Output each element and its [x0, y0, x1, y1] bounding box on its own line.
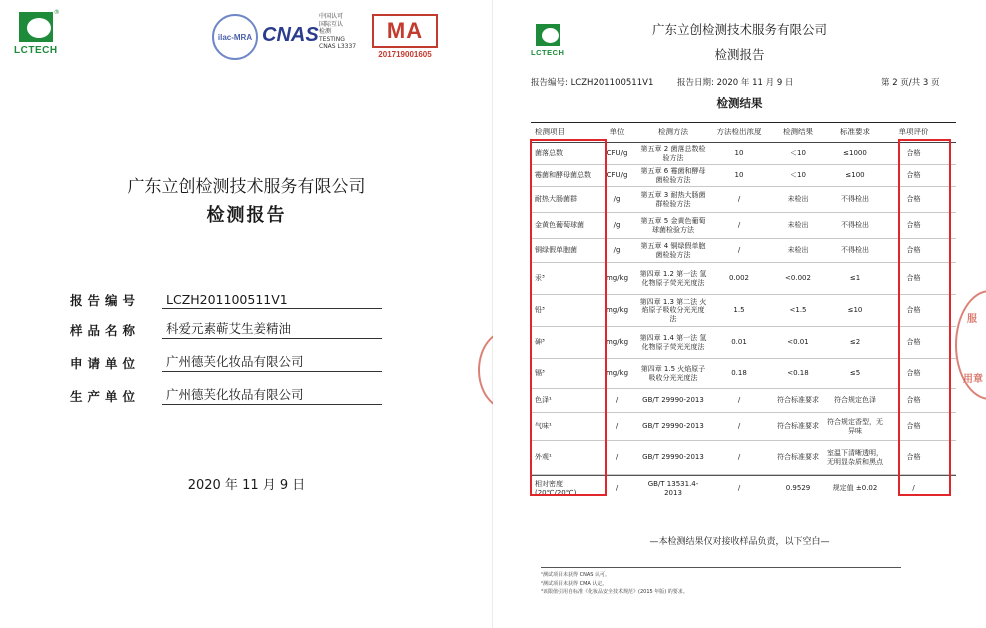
- table-cell: /: [737, 453, 741, 462]
- table-cell: 合格: [906, 149, 921, 158]
- table-cell: 第四章 1.3 第二法 火焰原子吸收分光光度法: [639, 298, 707, 323]
- table-cell: 气味¹: [535, 422, 552, 431]
- cma-logo-label: MA: [386, 18, 424, 43]
- column-header: 单位: [609, 128, 625, 137]
- table-cell: 第五章 2 菌落总数检验方法: [640, 145, 706, 162]
- cma-logo: [372, 14, 438, 48]
- cover-date: 2020 年 11 月 9 日: [187, 478, 306, 493]
- table-cell: 未检出: [787, 195, 809, 204]
- column-header: 检测结果: [783, 128, 813, 137]
- table-cell: 0.18: [731, 369, 747, 378]
- table-cell: ＜10: [790, 171, 806, 180]
- table-cell: 合格: [906, 274, 921, 283]
- cma-number: 201719001605: [378, 50, 432, 59]
- table-cell: 霉菌和酵母菌总数: [535, 171, 591, 180]
- info-value: 广州德芙化妆品有限公司: [162, 385, 382, 405]
- table-cell: 符合规定香型，无异味: [827, 418, 883, 435]
- table-cell: 10: [734, 149, 744, 158]
- table-cell: /: [737, 422, 741, 431]
- table-cell: 镉³: [535, 369, 545, 378]
- cnas-line: TESTING: [319, 35, 345, 43]
- table-cell: 0.002: [728, 274, 750, 283]
- table-cell: ≤5: [849, 369, 861, 378]
- table-cell: 合格: [906, 306, 921, 315]
- table-cell: mg/kg: [605, 369, 629, 378]
- table-cell: GB/T 29990-2013: [642, 453, 704, 462]
- table-cell: ≤1000: [843, 149, 867, 158]
- table-cell: /: [737, 484, 741, 493]
- table-cell: 第四章 1.2 第一法 氢化物原子荧光光度法: [639, 270, 707, 287]
- table-cell: mg/kg: [605, 306, 629, 315]
- table-cell: /: [737, 195, 741, 204]
- lctech-logo-icon: ®: [19, 12, 53, 42]
- table-cell: 第四章 1.5 火焰原子吸收分光光度法: [640, 365, 706, 382]
- table-cell: 合格: [906, 453, 921, 462]
- info-row-report-no: [70, 289, 382, 309]
- table-cell: 不得检出: [841, 221, 869, 230]
- table-cell: 铜绿假单胞菌: [535, 246, 577, 255]
- table-cell: 合格: [906, 246, 921, 255]
- table-cell: /: [737, 246, 741, 255]
- table-cell: 不得检出: [841, 195, 869, 204]
- info-value: 科爱元素蕲艾生姜精油: [162, 319, 382, 339]
- info-row-sample-name: [70, 319, 382, 339]
- table-cell: CFU/g: [606, 171, 628, 180]
- end-of-results-line: —本检测结果仅对接收样品负责，以下空白—: [649, 537, 830, 547]
- highlight-box-test-items: [530, 139, 607, 496]
- column-header: 单项评价: [898, 128, 929, 137]
- table-cell: <0.01: [787, 338, 809, 347]
- table-cell: 相对密度 (20℃/20℃): [535, 480, 577, 497]
- table-cell: 合格: [906, 221, 921, 230]
- page-info: 第 2 页/共 3 页: [881, 78, 940, 88]
- column-header: 检测项目: [535, 128, 565, 137]
- table-cell: ＜10: [790, 149, 806, 158]
- table-cell: 第四章 1.4 第一法 氢化物原子荧光光度法: [639, 334, 707, 351]
- table-cell: 铅³: [535, 306, 545, 315]
- table-cell: 符合标准要求: [777, 453, 819, 462]
- table-cell: 合格: [906, 338, 921, 347]
- table-cell: 汞³: [535, 274, 545, 283]
- lctech-logo-text: LCTECH: [14, 45, 58, 56]
- table-cell: 色泽¹: [535, 396, 552, 405]
- report-title: 检测报告: [714, 47, 765, 62]
- table-cell: <1.5: [789, 306, 807, 315]
- table-cell: 规定值 ±0.02: [832, 484, 878, 493]
- cnas-line: CNAS L3337: [319, 43, 357, 50]
- table-cell: 1.5: [733, 306, 745, 315]
- table-cell: /: [737, 396, 741, 405]
- info-label: 样品名称: [70, 323, 141, 338]
- table-cell: 第五章 3 耐热大肠菌群检验方法: [640, 191, 706, 208]
- footnote: ¹测试项目未获得 CNAS 认可。: [541, 572, 611, 578]
- ilac-mra-logo: [212, 14, 258, 60]
- table-cell: /g: [613, 195, 621, 204]
- table-cell: 砷³: [535, 338, 545, 347]
- table-cell: 外观¹: [535, 453, 552, 462]
- info-row-applicant: [70, 352, 382, 372]
- table-cell: CFU/g: [606, 149, 628, 158]
- table-cell: ≤1: [849, 274, 861, 283]
- column-header: 方法检出浓度: [716, 128, 762, 137]
- table-cell: <0.18: [787, 369, 809, 378]
- footnote: ²测试项目未获得 CMA 认定。: [541, 580, 608, 587]
- table-cell: /g: [613, 246, 621, 255]
- highlight-box-evaluation: [898, 139, 951, 496]
- table-cell: /: [737, 221, 741, 230]
- table-cell: 耐热大肠菌群: [535, 195, 577, 204]
- seal-stamp-text: 服: [967, 314, 977, 325]
- info-value: LCZH201100511V1: [162, 292, 382, 309]
- table-cell: 第五章 6 霉菌和酵母菌检验方法: [640, 167, 706, 184]
- table-cell: 0.01: [731, 338, 747, 347]
- table-cell: mg/kg: [605, 274, 629, 283]
- table-cell: /g: [613, 221, 621, 230]
- table-cell: ≤10: [847, 306, 863, 315]
- table-cell: /: [615, 484, 619, 493]
- table-cell: 0.9529: [785, 484, 811, 493]
- lctech-logo: [14, 9, 60, 56]
- seal-stamp-text: 用章: [963, 374, 983, 385]
- table-cell: 合格: [906, 369, 921, 378]
- cnas-accreditation-text: [319, 13, 356, 51]
- table-cell: 室温下清晰透明，无明显杂质和黑点: [827, 449, 883, 466]
- cover-title: 检测报告: [206, 205, 287, 226]
- table-cell: 合格: [906, 195, 921, 204]
- table-cell: 合格: [906, 422, 921, 431]
- cnas-logo: CNAS: [262, 24, 319, 46]
- info-value: 广州德芙化妆品有限公司: [162, 352, 382, 372]
- table-cell: 符合标准要求: [777, 396, 819, 405]
- info-label: 生产单位: [70, 389, 141, 404]
- cnas-line: 中国认可: [319, 13, 344, 20]
- table-cell: /: [615, 422, 619, 431]
- table-cell: ≤100: [845, 171, 865, 180]
- cover-company-name: 广东立创检测技术服务有限公司: [127, 177, 366, 197]
- table-cell: /: [615, 453, 619, 462]
- footnote: ³该限值引用自标准《化妆品安全技术规范》(2015 年版) 的要求。: [541, 589, 688, 595]
- table-cell: 10: [734, 171, 744, 180]
- table-cell: 第五章 4 铜绿假单胞菌检验方法: [640, 242, 706, 259]
- footnotes: [541, 567, 901, 597]
- cnas-line: 国际互认: [319, 20, 344, 28]
- column-header: 标准要求: [840, 128, 870, 137]
- column-header: 检测方法: [658, 128, 688, 137]
- ilac-mra-label: ilac-MRA: [217, 32, 253, 42]
- table-cell: /: [615, 396, 619, 405]
- results-section-title: 检测结果: [716, 96, 763, 110]
- table-cell: GB/T 13531.4-2013: [647, 480, 699, 497]
- table-cell: <0.002: [785, 274, 811, 283]
- table-cell: 不得检出: [841, 246, 869, 255]
- table-cell: 合格: [906, 171, 921, 180]
- cnas-line: 检测: [319, 28, 332, 35]
- table-cell: 菌落总数: [535, 149, 563, 158]
- table-cell: /: [912, 484, 915, 493]
- table-cell: GB/T 29990-2013: [642, 396, 704, 405]
- table-cell: mg/kg: [605, 338, 629, 347]
- table-cell: ≤2: [849, 338, 861, 347]
- report-date: 报告日期: 2020 年 11 月 9 日: [677, 78, 794, 88]
- lctech-logo-text: LCTECH: [531, 48, 565, 57]
- info-label: 报告编号: [70, 293, 141, 308]
- table-cell: 金黄色葡萄球菌: [535, 221, 584, 230]
- table-cell: 未检出: [787, 246, 809, 255]
- report-number: 报告编号: LCZH201100511V1: [531, 78, 654, 88]
- info-row-manufacturer: [70, 385, 382, 405]
- table-cell: 合格: [906, 396, 921, 405]
- info-label: 申请单位: [70, 356, 141, 371]
- table-cell: 第五章 5 金黄色葡萄球菌检验方法: [640, 217, 706, 234]
- table-cell: 符合标准要求: [777, 422, 819, 431]
- table-cell: 符合规定色泽: [834, 396, 876, 405]
- table-cell: 未检出: [787, 221, 809, 230]
- table-cell: GB/T 29990-2013: [642, 422, 704, 431]
- report-company-name: 广东立创检测技术服务有限公司: [651, 22, 827, 37]
